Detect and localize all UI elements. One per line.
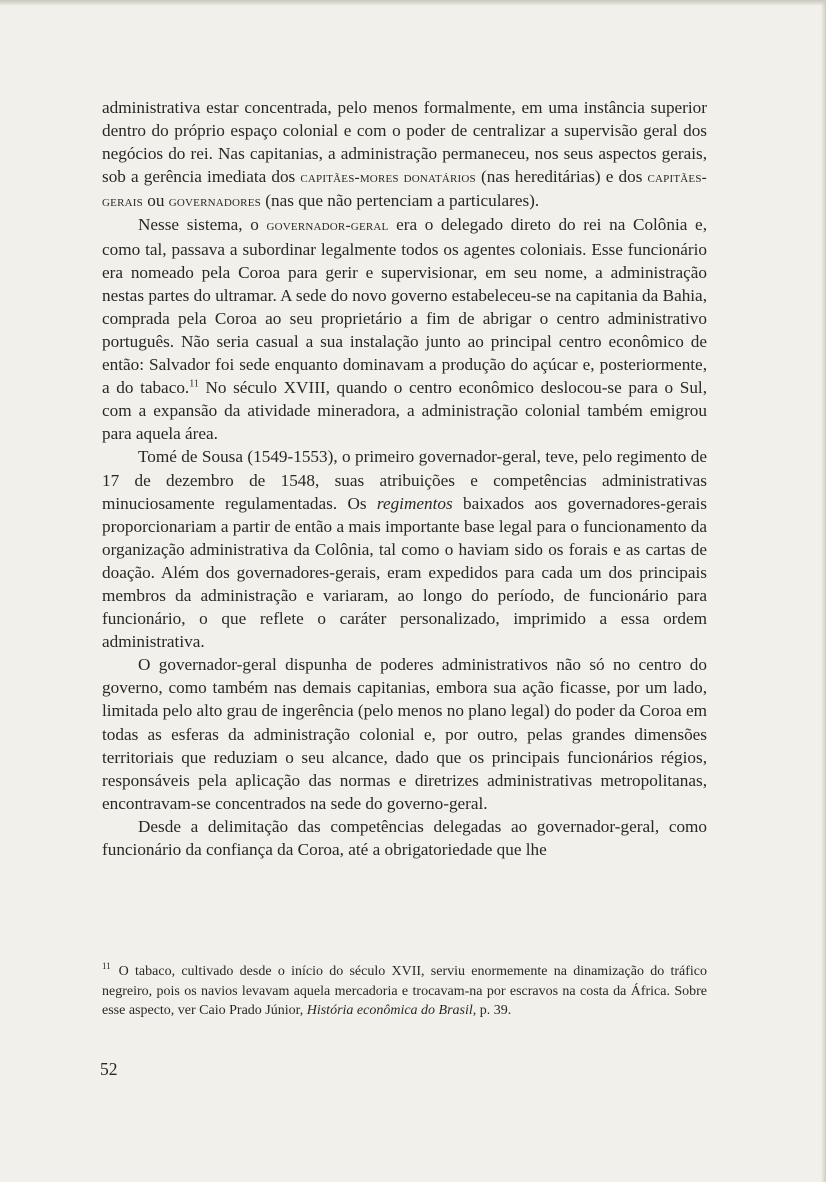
term-governadores: governadores (168, 193, 261, 211)
term-governador-geral: governador-geral (266, 217, 389, 235)
page-edge-top (0, 0, 826, 6)
paragraph-1-text-d: (nas que não pertenciam a particulares). (260, 191, 540, 211)
footnote-text-b: , p. 39. (472, 1003, 512, 1018)
paragraph-2-text-a: Nesse sistema, o (138, 215, 267, 235)
paragraph-5: Desde a delimitação das competências delegadas ao governador-geral, como funcionário da confiança da Coroa, até a obrigatoriedade que lhe (102, 816, 707, 859)
page-edge-right (821, 0, 826, 1182)
term-capitaes-mores: capitães-mores donatários (300, 169, 476, 187)
paragraph-2-text-b: era o delegado direto do rei na Colônia e, como tal, passava a subordinar legalmente todos os agentes coloniais. Esse funcionário era nomeado pela Coroa para gerir e supervisionar, em seu nome, a administração nestas partes do ultramar. A sede do novo governo estabeleceu-se na capitania da Bahia, comprada pela Coroa ao seu proprietário a fim de abrigar o centro administrativo português. Não seria casual a sua instalação junto ao principal centro econômico de então: Salvador foi sede enquanto dominavam a produção do açúcar e, posteriormente, a do tabaco. (102, 215, 707, 398)
page-number: 52 (100, 1059, 118, 1079)
term-capitaes-gerais: capitães-gerais (102, 169, 707, 211)
paragraph-2-text-c: No século XVIII, quando o centro econômico deslocou-se para o Sul, com a expansão da atividade mineradora, a administração colonial também emigrou para aquela área. (102, 378, 707, 444)
paragraph-1-text-a: administrativa estar concentrada, pelo menos formalmente, em uma instância superior dentro do próprio espaço colonial e com o poder de centralizar a supervisão geral dos negócios do rei. Nas capitanias, a administração permaneceu, nos seus aspectos gerais, sob a gerência imediata dos (102, 98, 707, 187)
paragraph-2 (102, 213, 707, 445)
paragraph-1 (102, 96, 707, 213)
term-regimentos: regimentos (376, 493, 453, 513)
paragraph-3 (102, 445, 707, 653)
footnote (102, 962, 707, 1021)
footnote-mark: 11 (102, 961, 111, 972)
paragraph-4: O governador-geral dispunha de poderes administrativos não só no centro do governo, como também nas demais capitanias, embora sua ação ficasse, por um lado, limitada pelo alto grau de ingerência (pelo menos no plano legal) do poder da Coroa em todas as esferas da administração colonial e, por outro, pelas grandes dimensões territoriais que reduziam o seu alcance, dado que os principais funcionários régios, responsáveis pela aplicação das normas e diretrizes administrativas metropolitanas, encontravam-se concentrados na sede do governo-geral. (102, 655, 707, 813)
paragraph-3-text-a: Tomé de Sousa (1549-1553), o primeiro governador-geral, teve, pelo regimento de 17 de dezembro de 1548, suas atribuições e competências administrativas minuciosamente regulamentadas. Os (102, 447, 707, 513)
footnote-book-title: História econômica do Brasil (306, 1003, 473, 1018)
paragraph-3-text-b: baixados aos governadores-gerais proporcionariam a partir de então a mais importante base legal para o funcionamento da organização administrativa da Colônia, tal como o haviam sido os forais e as cartas de doação. Além dos governadores-gerais, eram expedidos para cada um dos principais membros da administração e variaram, ao longo do período, de funcionário para funcionário, o que reflete o caráter personalizado, imprimido a essa ordem administrativa. (102, 493, 707, 652)
main-text (102, 96, 707, 861)
footnote-reference[interactable]: 11 (189, 378, 199, 390)
footnote-text-a: O tabaco, cultivado desde o início do século XVII, serviu enormemente na dinamização do tráfico negreiro, pois os navios levavam aquela mercadoria e trocavam-na por escravos na costa da África. Sobre esse aspecto, ver Caio Prado Júnior, (102, 964, 707, 1018)
paragraph-1-text-b: (nas hereditárias) e dos (475, 167, 648, 187)
paragraph-1-text-c: ou (142, 191, 169, 211)
